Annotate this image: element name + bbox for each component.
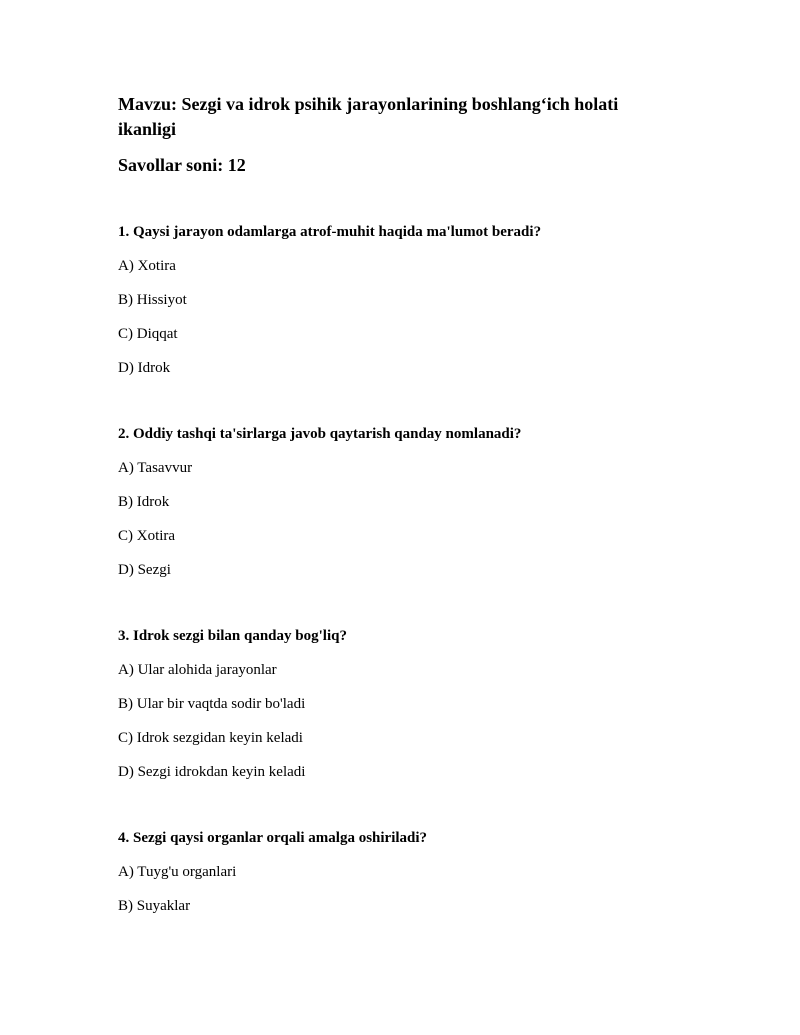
answer-option: A) Ular alohida jarayonlar [118,662,277,678]
answer-option: C) Idrok sezgidan keyin keladi [118,730,303,746]
answer-option: D) Sezgi [118,562,171,578]
question-text: 1. Qaysi jarayon odamlarga atrof-muhit haqida ma'lumot beradi? [118,224,542,240]
topic-heading: Mavzu: Sezgi va idrok psihik jarayonlarining boshlang‘ich holati ikanligi [118,94,619,139]
answer-option: B) Suyaklar [118,898,191,914]
answer-option: A) Tasavvur [118,460,193,476]
answer-option: A) Tuyg'u organlari [118,864,237,880]
question-text: 2. Oddiy tashqi ta'sirlarga javob qaytarish qanday nomlanadi? [118,426,522,442]
question-count: Savollar soni: 12 [118,155,246,175]
answer-option: B) Hissiyot [118,292,187,308]
question-item [118,828,678,916]
answer-option: B) Idrok [118,494,170,510]
question-item [118,626,678,782]
question-text: 3. Idrok sezgi bilan qanday bog'liq? [118,628,347,644]
answer-option: D) Idrok [118,360,171,376]
question-list [118,222,678,916]
answer-option: B) Ular bir vaqtda sodir bo'ladi [118,696,306,712]
question-item [118,424,678,580]
answer-option: C) Diqqat [118,326,178,342]
document-content [118,92,678,962]
question-item [118,222,678,378]
answer-option: D) Sezgi idrokdan keyin keladi [118,764,306,780]
answer-option: A) Xotira [118,258,176,274]
question-text: 4. Sezgi qaysi organlar orqali amalga oshiriladi? [118,830,428,846]
answer-option: C) Xotira [118,528,176,544]
